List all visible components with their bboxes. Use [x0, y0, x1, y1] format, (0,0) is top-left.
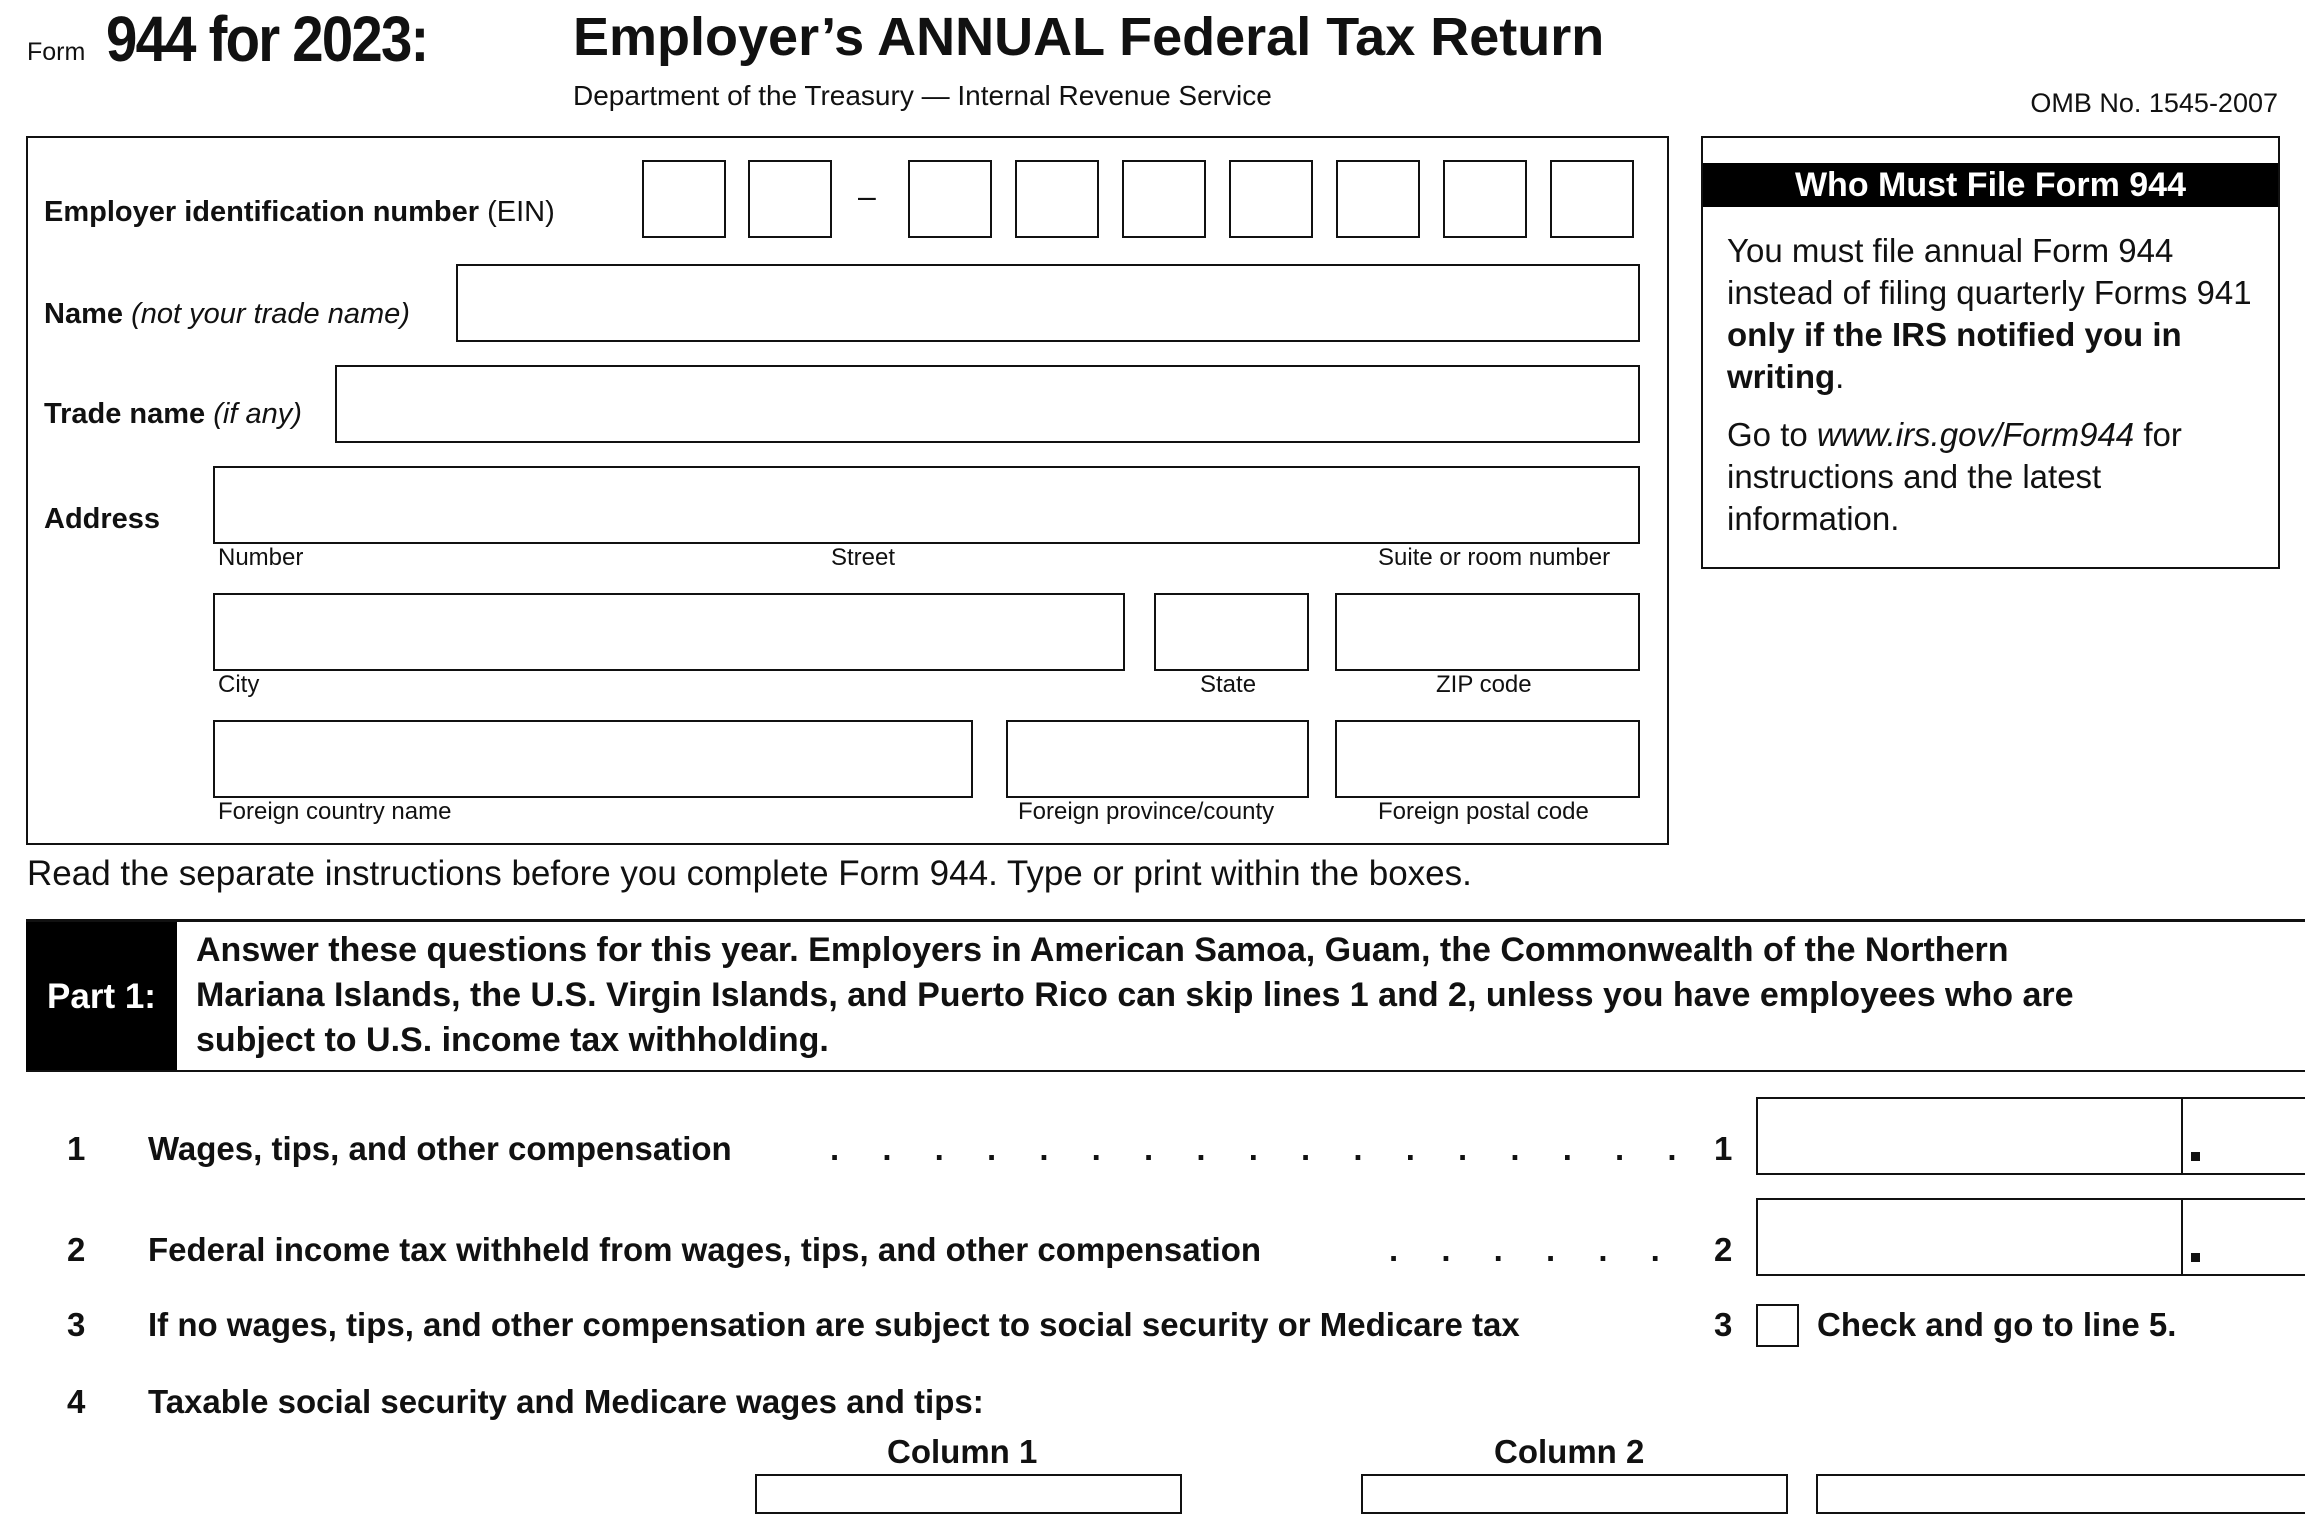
who-must-file-line-7: information.	[1727, 500, 1900, 537]
form-number-title: 944 for 2023:	[106, 3, 428, 75]
irs-form944-link[interactable]: www.irs.gov/Form944	[1816, 416, 2135, 453]
foreign-country-caption: Foreign country name	[218, 798, 452, 825]
name-label-italic: (not your trade name)	[131, 298, 410, 330]
ein-label	[44, 196, 555, 229]
who-must-file-line-5	[1727, 414, 2182, 456]
who-must-file-line-3: only if the IRS notified you in	[1727, 316, 2182, 353]
column-2-header: Column 2	[1494, 1433, 1645, 1470]
line-2-text: Federal income tax withheld from wages, tips, and other compensation	[148, 1231, 1262, 1268]
foreign-province-input[interactable]	[1006, 720, 1309, 798]
line-3-box-number: 3	[1714, 1306, 1733, 1343]
line-2-decimal-point	[2191, 1253, 2200, 1262]
state-caption: State	[1200, 671, 1257, 698]
foreign-country-input[interactable]	[213, 720, 973, 798]
line-1-dots: . . . . . . . . . . . . . . . . .	[830, 1130, 1694, 1167]
ein-digit-9[interactable]	[1550, 160, 1634, 238]
ein-label-suffix: (EIN)	[487, 196, 555, 228]
ein-digit-2[interactable]	[748, 160, 832, 238]
line-4-text: Taxable social security and Medicare wages and tips:	[148, 1383, 984, 1420]
line-2-number: 2	[67, 1231, 86, 1268]
line-4-number: 4	[67, 1383, 86, 1420]
omb-number: OMB No. 1545-2007	[2030, 88, 2278, 118]
ein-digit-4[interactable]	[1015, 160, 1099, 238]
suite-caption: Suite or room number	[1378, 544, 1611, 571]
who-must-file-period: .	[1835, 358, 1845, 395]
part1-label: Part 1:	[26, 922, 177, 1071]
line-3-text: If no wages, tips, and other compensation are subject to social security or Medicare tax	[148, 1306, 1520, 1343]
line-3-checkbox[interactable]	[1756, 1304, 1799, 1347]
who-must-file-title: Who Must File Form 944	[1703, 163, 2278, 207]
trade-name-input[interactable]	[335, 365, 1640, 443]
trade-name-label-italic: (if any)	[213, 398, 302, 430]
line-3-number: 3	[67, 1306, 86, 1343]
city-caption: City	[218, 671, 260, 698]
name-label-bold: Name	[44, 298, 123, 330]
line-1-box-number: 1	[1714, 1130, 1733, 1167]
street-caption: Street	[831, 544, 896, 571]
column-2-input-top[interactable]	[1361, 1474, 1788, 1514]
ein-digit-8[interactable]	[1443, 160, 1527, 238]
city-input[interactable]	[213, 593, 1125, 671]
instructions-text: Read the separate instructions before you complete Form 944. Type or print within the boxes.	[27, 854, 1472, 893]
who-must-file-writing: writing	[1727, 358, 1836, 395]
line-1-number: 1	[67, 1130, 86, 1167]
who-must-file-box	[1701, 136, 2280, 569]
ein-digit-5[interactable]	[1122, 160, 1206, 238]
for-text: for	[2143, 416, 2182, 453]
foreign-province-caption: Foreign province/county	[1018, 798, 1275, 825]
ein-digit-7[interactable]	[1336, 160, 1420, 238]
name-input[interactable]	[456, 264, 1640, 342]
part1-heading-line-2: Mariana Islands, the U.S. Virgin Islands, and Puerto Rico can skip lines 1 and 2, unless you have employees who are	[196, 976, 2074, 1014]
part1-heading-line-1: Answer these questions for this year. Employers in American Samoa, Guam, the Commonwealth of the Northern	[196, 931, 2009, 969]
ein-digit-1[interactable]	[642, 160, 726, 238]
line-2-box-number: 2	[1714, 1231, 1733, 1268]
trade-name-label	[44, 398, 302, 431]
line-2-cents-divider	[2181, 1200, 2183, 1274]
who-must-file-line-1: You must file annual Form 944	[1727, 232, 2174, 269]
line-2-dots: . . . . . .	[1389, 1231, 1677, 1268]
agency-line: Department of the Treasury — Internal Revenue Service	[573, 80, 1272, 111]
page-title: Employer’s ANNUAL Federal Tax Return	[573, 7, 1605, 67]
address-label: Address	[44, 503, 161, 535]
name-label	[44, 298, 410, 331]
ein-digit-3[interactable]	[908, 160, 992, 238]
trade-name-label-bold: Trade name	[44, 398, 206, 430]
zip-input[interactable]	[1335, 593, 1640, 671]
go-to-text: Go to	[1727, 416, 1808, 453]
column-1-header: Column 1	[887, 1433, 1038, 1470]
employer-info-section	[26, 136, 1669, 845]
ein-digit-6[interactable]	[1229, 160, 1313, 238]
form-prefix: Form	[27, 38, 86, 66]
foreign-postal-caption: Foreign postal code	[1378, 798, 1589, 825]
line-1-cents-divider	[2181, 1099, 2183, 1173]
ein-label-bold: Employer identification number	[44, 196, 480, 228]
foreign-postal-input[interactable]	[1335, 720, 1640, 798]
who-must-file-paragraph-2	[1727, 414, 2182, 540]
part1-heading	[196, 928, 2074, 1063]
line-2-amount-input[interactable]	[1756, 1198, 2305, 1276]
zip-caption: ZIP code	[1436, 671, 1532, 698]
who-must-file-paragraph-1	[1727, 230, 2252, 398]
line-1-text: Wages, tips, and other compensation	[148, 1130, 732, 1167]
line-1-decimal-point	[2191, 1152, 2200, 1161]
who-must-file-line-6: instructions and the latest	[1727, 458, 2102, 495]
who-must-file-line-4	[1727, 356, 2252, 398]
street-address-input[interactable]	[213, 466, 1640, 544]
line-1-amount-input[interactable]	[1756, 1097, 2305, 1175]
part1-bottom-rule	[26, 1070, 2305, 1072]
column-1-input-top[interactable]	[755, 1474, 1182, 1514]
who-must-file-line-2: instead of filing quarterly Forms 941	[1727, 274, 2252, 311]
ein-dash: –	[858, 178, 876, 214]
part1-top-rule	[26, 919, 2305, 922]
state-input[interactable]	[1154, 593, 1309, 671]
number-caption: Number	[218, 544, 304, 571]
line-3-check-text: Check and go to line 5.	[1817, 1306, 2177, 1343]
line-4-total-input-top[interactable]	[1816, 1474, 2305, 1514]
part1-heading-line-3: subject to U.S. income tax withholding.	[196, 1021, 829, 1059]
